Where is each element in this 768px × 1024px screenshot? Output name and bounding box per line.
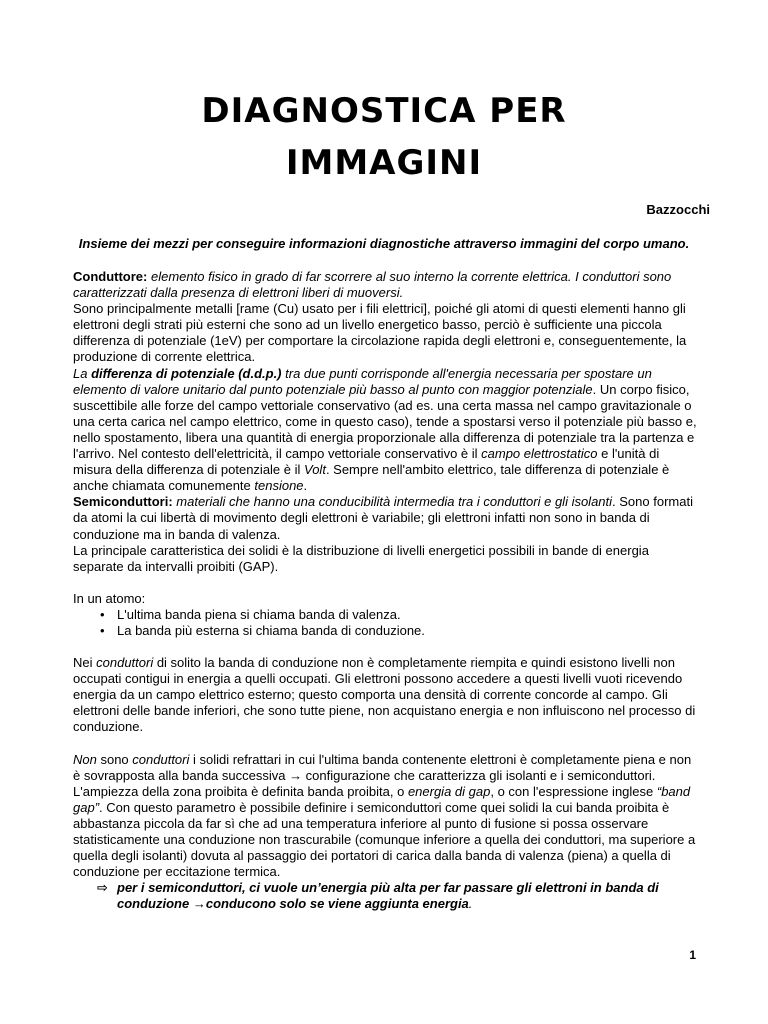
bullet-icon: •	[100, 622, 105, 638]
ddp-text: . Un corpo fisico, suscettibile alle forze del campo vettoriale conservativo (ad es. una certa massa nel campo gravitazionale o una certa carica nel campo elettrico, come in questo caso), tende a spostarsi verso il potenziale più basso e, nello spostamento, libera una quantità di energia proporzionale alla differenza di potenziale tra la partenza e l'arrivo. Nel contesto dell'elettricità, il campo vettoriale conservativo è il	[73, 381, 697, 462]
list-item: • La banda più esterna si chiama banda di conduzione.	[100, 622, 425, 638]
semiconduttori-paragraph	[73, 494, 697, 542]
conduttore-text: Sono principalmente metalli [rame (Cu) usato per i fili elettrici], poiché gli atomi di questi elementi hanno gli elettroni degli strati più esterni che sono ad un livello energetico basso, perciò è sufficiente una piccola differenza di potenziale (1eV) per comportare la circolazione rapida degli elettroni e, conseguentemente, la produzione di corrente elettrica.	[73, 301, 687, 365]
conduttore-label: Conduttore:	[73, 269, 148, 284]
list-item: • L'ultima banda piena si chiama banda di valenza.	[100, 606, 401, 622]
bullet-icon: •	[100, 606, 105, 622]
ddp-text3: . Sempre nell'ambito elettrico, tale differenza di potenziale è anche chiamata comunemente	[73, 462, 670, 494]
semiconduttori-definition: materiali che hanno una conducibilità intermedia tra i conduttori e gli isolanti	[172, 494, 613, 510]
ddp-campo: campo elettrostatico	[481, 446, 598, 462]
ddp-definition: tra due punti corrisponde all'energia necessaria per spostare un elemento di valore unitario dal punto potenziale più basso al punto con maggior potenziale	[73, 365, 652, 397]
ddp-tensione: tensione	[254, 478, 304, 494]
nonconduttori-paragraph: Non sono conduttori i solidi refrattari in cui l'ultima banda contenente elettroni è completamente piena e non è sovrapposta alla banda successiva → configurazione che caratterizza gli isolanti e i semiconduttori. L'ampiezza della zona proibita è definita banda proibita, o energia di gap, o con l'espressione inglese “band gap”. Con questo parametro è possibile definire i semiconduttori come quei solidi la cui banda proibita è abbastanza piccola da far sì che ad una temperatura inferiore al punto di fusione si possa osservare statisticamente una conduzione non trascurabile (comunque inferiore a quella dei conduttori, ma superiore a quella degli isolanti) dovuta al passaggio dei portatori di carica dalla banda di valenza (piena) a quella di conduzione per eccitazione termica.	[73, 751, 696, 880]
ddp-volt: Volt	[304, 462, 326, 478]
ddp-text2: e l'unità di misura della differenza di potenziale è il	[73, 446, 660, 478]
document-title-line2: IMMAGINI	[285, 143, 483, 183]
atomo-list	[73, 607, 697, 639]
energia-gap-term: energia di gap	[407, 783, 491, 799]
conduttori-term2: conduttori	[132, 751, 190, 767]
atomo-intro: In un atomo:	[73, 590, 146, 606]
conduttore-paragraph	[73, 269, 697, 301]
semiconduttori-text2: La principale caratteristica dei solidi è la distribuzione di livelli energetici possibili in bande di energia separate da intervalli proibiti (GAP).	[73, 542, 649, 574]
band-gap-term: “band gap”	[73, 783, 691, 815]
ddp-paragraph	[73, 366, 697, 495]
document-title-line1: DIAGNOSTICA PER	[201, 91, 567, 131]
conduttori-paragraph: Nei conduttori di solito la banda di conduzione non è completamente riempita e quindi esistono livelli non occupati contigui in energia a quelli occupati. Gli elettroni possono accedere a questi livelli vuoti ricevendo energia da un campo elettrico esterno; questo comporta una densità di corrente concorde al campo. Gli elettroni delle bande inferiori, che sono tutte piene, non acquistano energia e non influiscono nel processo di conduzione.	[73, 655, 696, 735]
document-body	[73, 269, 697, 912]
ddp-label: differenza di potenziale (d.d.p.)	[91, 365, 282, 381]
arrow-note	[73, 880, 697, 912]
list-item: ⇨ per i semiconduttori, ci vuole un’energia più alta per far passare gli elettroni in banda di conduzione →conducono solo se viene aggiunta energia.	[97, 880, 659, 912]
ddp-end: .	[303, 478, 308, 494]
conduttore-definition: elemento fisico in grado di far scorrere al suo interno la corrente elettrica. I conduttori sono caratterizzati dalla presenza di elettroni liberi di muoversi.	[73, 269, 672, 301]
page-number: 1	[689, 948, 696, 962]
semiconduttori-text: . Sono formati da atomi la cui libertà di movimento degli elettroni è variabile; gli elettroni infatti non sono in banda di conduzione ma in banda di valenza.	[73, 494, 693, 542]
ddp-p1: La	[73, 365, 92, 381]
non-term: Non	[73, 751, 97, 767]
arrow-icon: →	[192, 896, 206, 912]
subtitle: Insieme dei mezzi per conseguire informazioni diagnostiche attraverso immagini del corpo umano.	[78, 236, 690, 251]
conduttori-term: conduttori	[96, 655, 154, 671]
author-name: Bazzocchi	[646, 202, 710, 217]
semiconduttori-label: Semiconduttori:	[73, 494, 173, 510]
arrow-right-icon: ⇨	[97, 880, 108, 896]
